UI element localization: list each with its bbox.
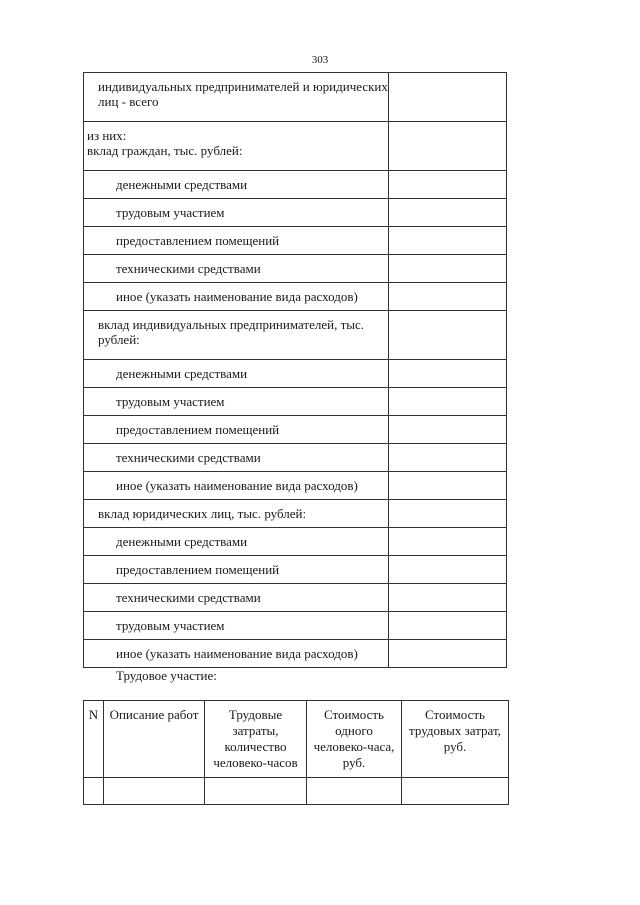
contribution-row (84, 416, 507, 444)
contribution-label: денежными средствами (84, 171, 389, 199)
contribution-value-cell[interactable] (389, 122, 507, 171)
labor-table-header-row (84, 701, 509, 778)
labor-participation-table (83, 700, 509, 805)
empty-cell[interactable] (205, 778, 307, 805)
contribution-label: иное (указать наименование вида расходов) (84, 283, 389, 311)
contributions-table (83, 72, 507, 668)
contribution-value-cell[interactable] (389, 199, 507, 227)
contribution-row (84, 199, 507, 227)
contribution-label: предоставлением помещений (84, 227, 389, 255)
contribution-value-cell[interactable] (389, 528, 507, 556)
contribution-row (84, 612, 507, 640)
contribution-value-cell[interactable] (389, 283, 507, 311)
contribution-label: вклад индивидуальных предпринимателей, тыс. рублей: (84, 311, 389, 360)
contribution-label: денежными средствами (84, 360, 389, 388)
contribution-value-cell[interactable] (389, 584, 507, 612)
column-header-labor-hours: Трудовые затраты, количество человеко-часов (205, 701, 307, 778)
contribution-label: из них: вклад граждан, тыс. рублей: (84, 122, 389, 171)
contribution-row (84, 311, 507, 360)
contribution-label: предоставлением помещений (84, 416, 389, 444)
contribution-value-cell[interactable] (389, 612, 507, 640)
contribution-row (84, 472, 507, 500)
contribution-label: иное (указать наименование вида расходов) (84, 640, 389, 668)
contribution-label: техническими средствами (84, 255, 389, 283)
contribution-row (84, 584, 507, 612)
contribution-row (84, 528, 507, 556)
contribution-row (84, 388, 507, 416)
contribution-value-cell[interactable] (389, 311, 507, 360)
contribution-row (84, 500, 507, 528)
contribution-value-cell[interactable] (389, 556, 507, 584)
empty-cell[interactable] (84, 778, 104, 805)
empty-cell[interactable] (402, 778, 509, 805)
contribution-label: предоставлением помещений (84, 556, 389, 584)
page-number: 303 (311, 54, 329, 66)
contribution-value-cell[interactable] (389, 472, 507, 500)
contribution-row (84, 227, 507, 255)
column-header-hour-cost: Стоимость одного человеко-часа, руб. (307, 701, 402, 778)
contribution-row (84, 171, 507, 199)
contribution-label: иное (указать наименование вида расходов) (84, 472, 389, 500)
labor-table-empty-row (84, 778, 509, 805)
column-header-work-description: Описание работ (104, 701, 205, 778)
contribution-row (84, 640, 507, 668)
labor-participation-heading: Трудовое участие: (116, 668, 217, 683)
contribution-row (84, 122, 507, 171)
contribution-value-cell[interactable] (389, 444, 507, 472)
contribution-label: трудовым участием (84, 612, 389, 640)
contribution-value-cell[interactable] (389, 227, 507, 255)
contribution-row (84, 73, 507, 122)
contribution-row (84, 255, 507, 283)
contribution-row (84, 283, 507, 311)
empty-cell[interactable] (104, 778, 205, 805)
contribution-value-cell[interactable] (389, 388, 507, 416)
contribution-label: индивидуальных предпринимателей и юридических лиц - всего (84, 73, 389, 122)
column-header-number: N (84, 701, 104, 778)
empty-cell[interactable] (307, 778, 402, 805)
contribution-label: техническими средствами (84, 584, 389, 612)
contribution-row (84, 444, 507, 472)
contribution-value-cell[interactable] (389, 416, 507, 444)
column-header-total-cost: Стоимость трудовых затрат, руб. (402, 701, 509, 778)
contribution-value-cell[interactable] (389, 171, 507, 199)
contribution-value-cell[interactable] (389, 73, 507, 122)
contribution-label: трудовым участием (84, 199, 389, 227)
contribution-row (84, 360, 507, 388)
contribution-row (84, 556, 507, 584)
contribution-value-cell[interactable] (389, 360, 507, 388)
contribution-label: денежными средствами (84, 528, 389, 556)
contribution-value-cell[interactable] (389, 640, 507, 668)
contribution-label: вклад юридических лиц, тыс. рублей: (84, 500, 389, 528)
contribution-label: техническими средствами (84, 444, 389, 472)
contribution-label: трудовым участием (84, 388, 389, 416)
contribution-value-cell[interactable] (389, 500, 507, 528)
contribution-value-cell[interactable] (389, 255, 507, 283)
